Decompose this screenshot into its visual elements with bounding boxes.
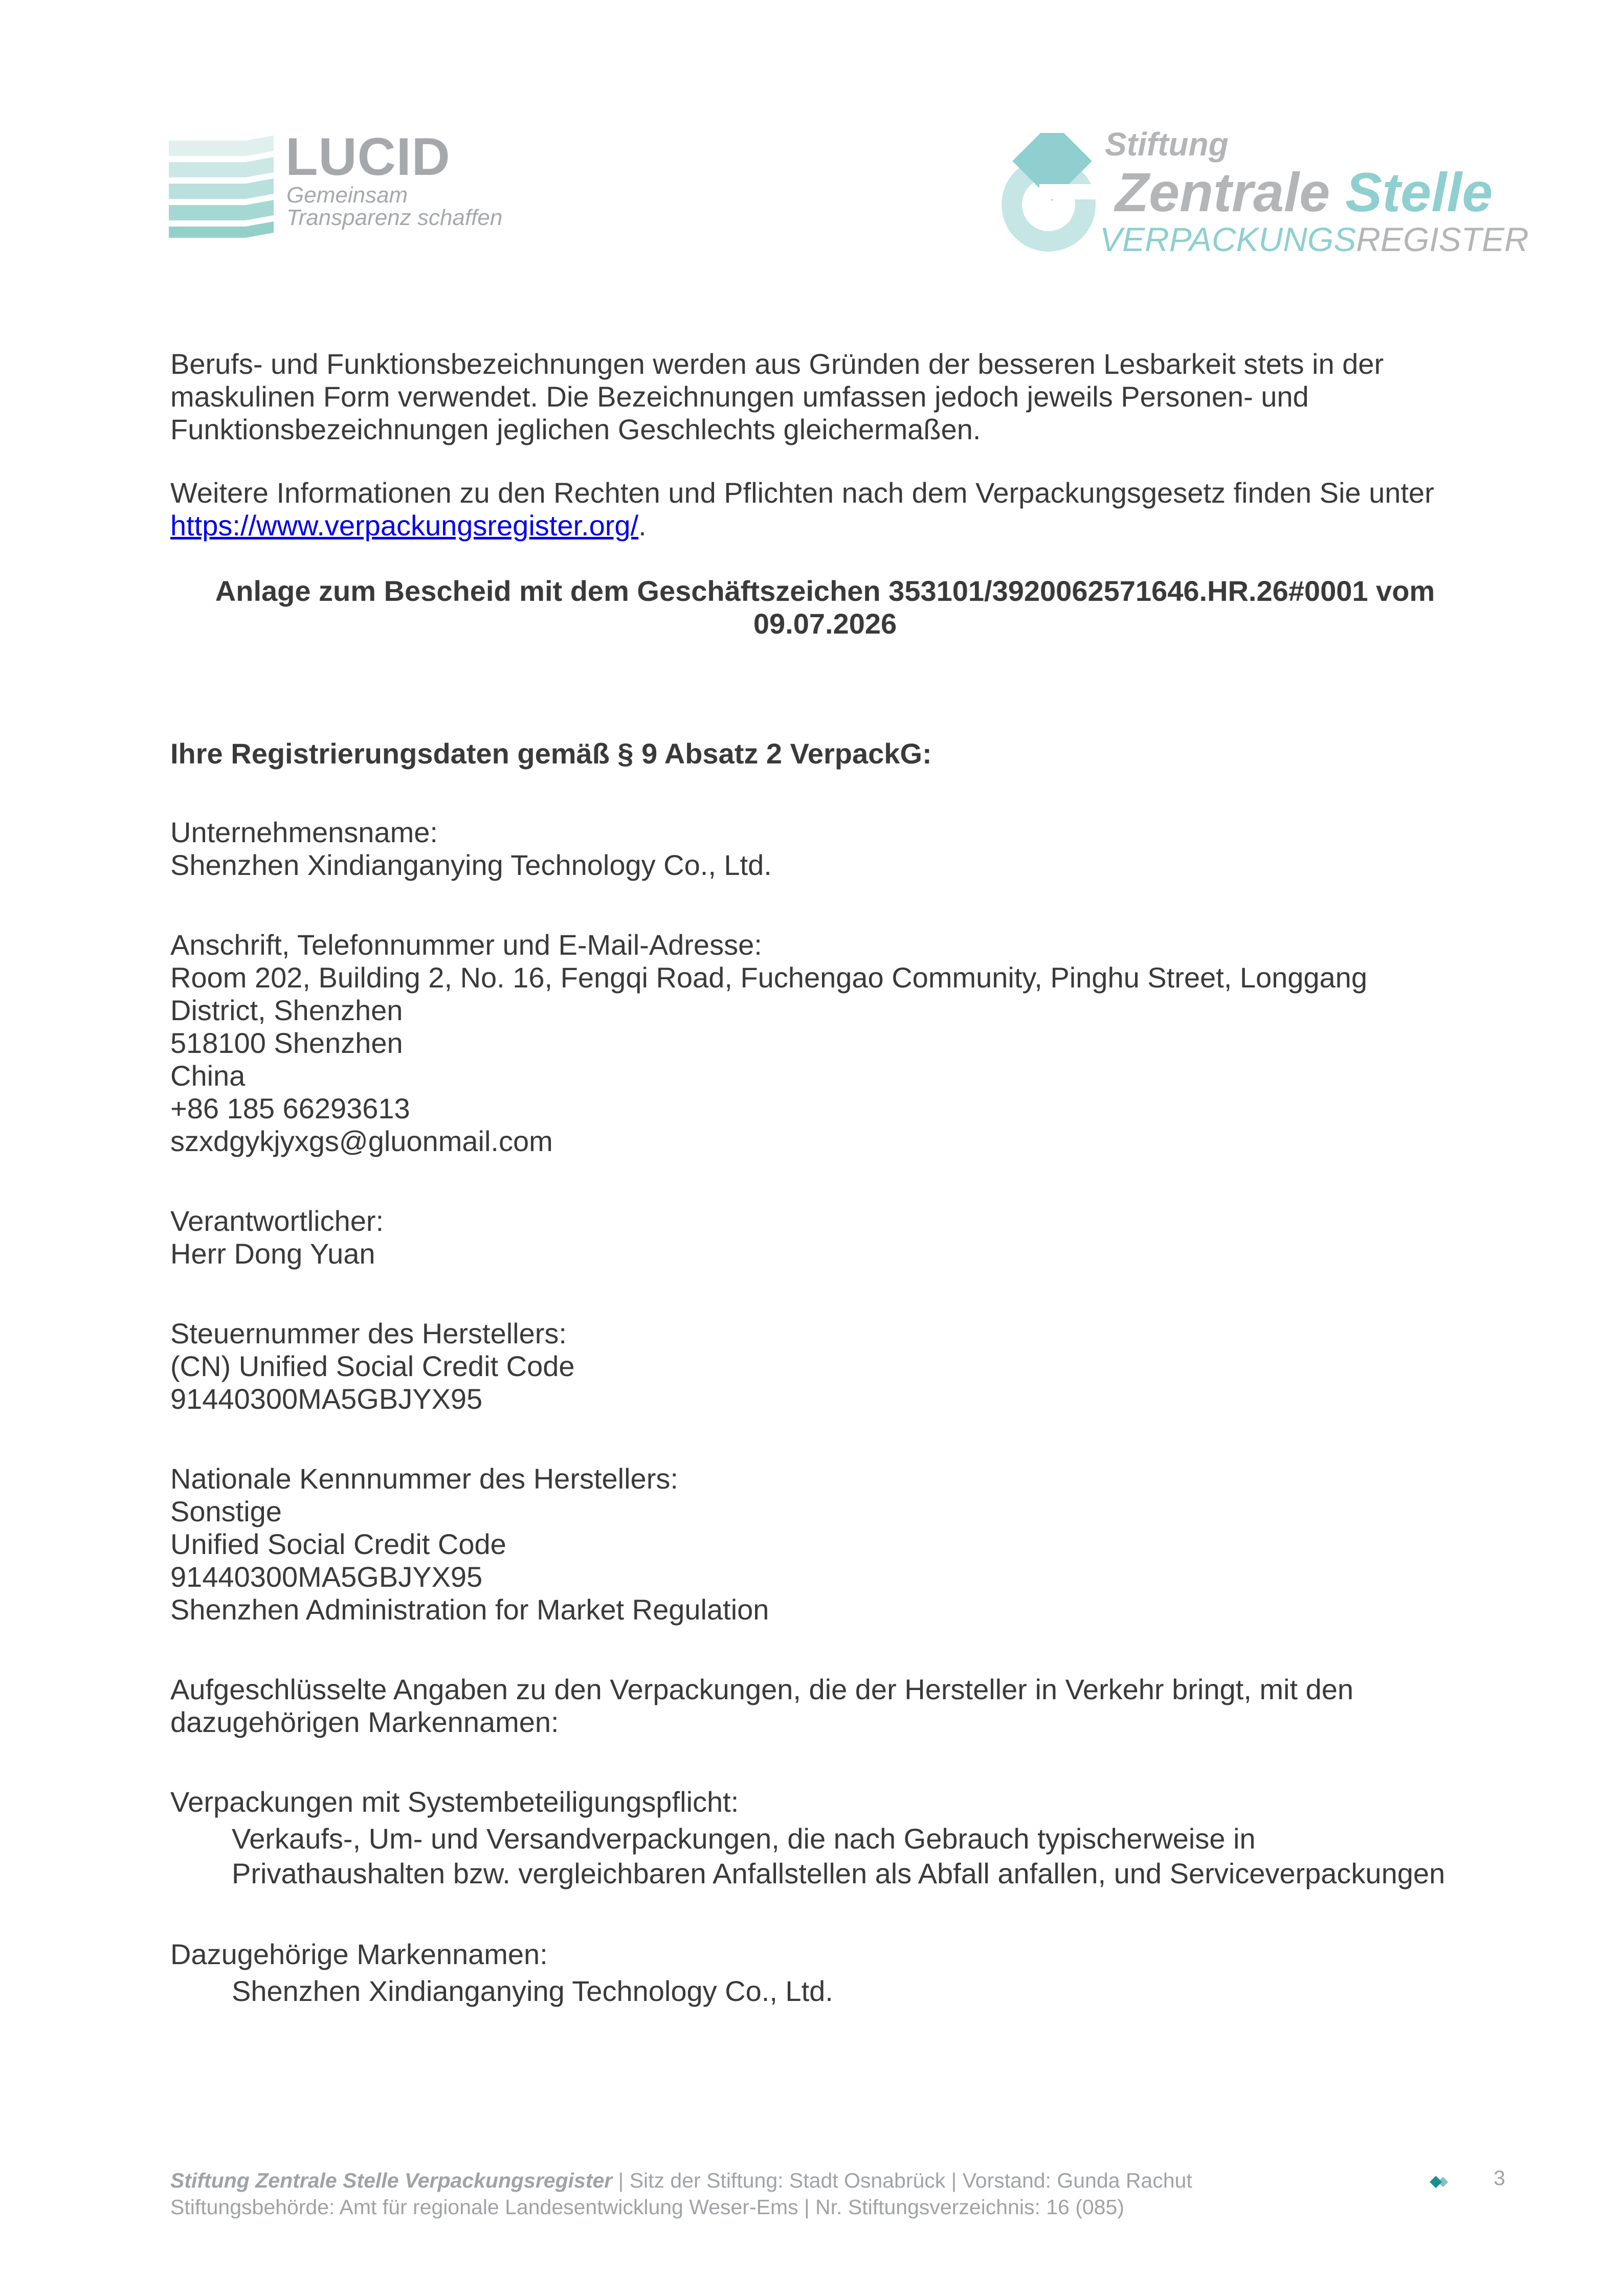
lucid-stack-icon: [169, 136, 274, 238]
anlage-heading: [170, 575, 1470, 640]
national-type: Unified Social Credit Code: [170, 1528, 506, 1560]
tax-label: Steuernummer des Herstellers:: [170, 1317, 567, 1349]
page-number: 3: [1494, 2166, 1505, 2190]
address-phone: +86 185 66293613: [170, 1092, 410, 1124]
info-prefix: Weitere Informationen zu den Rechten und Pflichten nach dem Verpackungsgesetz finden Sie unter: [170, 477, 1434, 509]
zsvr-title-part-2: Stelle: [1345, 161, 1493, 223]
address-field: [170, 929, 1470, 1158]
national-kind: Sonstige: [170, 1495, 282, 1527]
page-footer: [170, 2167, 1408, 2220]
national-value: 91440300MA5GBJYX95: [170, 1561, 483, 1593]
national-authority: Shenzhen Administration for Market Regulation: [170, 1593, 769, 1626]
zsvr-subtitle: [1100, 222, 1529, 256]
tax-number-field: [170, 1317, 1470, 1415]
lucid-name: LUCID: [285, 127, 451, 187]
address-label: Anschrift, Telefonnummer und E-Mail-Adresse:: [170, 929, 762, 961]
lucid-tagline-line-1: Gemeinsam: [286, 183, 408, 208]
address-city: 518100 Shenzhen: [170, 1027, 403, 1059]
packaging-label: Verpackungen mit Systembeteiligungspflicht:: [170, 1786, 739, 1818]
zsvr-logo: [997, 126, 1529, 261]
footer-org: Stiftung Zentrale Stelle Verpackungsregister: [170, 2169, 613, 2192]
national-label: Nationale Kennnummer des Herstellers:: [170, 1462, 678, 1495]
section-title: Ihre Registrierungsdaten gemäß § 9 Absatz 2 VerpackG:: [170, 737, 932, 770]
footer-line-1: [170, 2167, 1408, 2194]
national-id-field: [170, 1462, 1470, 1626]
company-label: Unternehmensname:: [170, 816, 438, 848]
responsible-label: Verantwortlicher:: [170, 1205, 384, 1237]
info-suffix: .: [638, 509, 647, 542]
zsvr-emblem-icon: [997, 133, 1100, 256]
anlage-line-2: 09.07.2026: [753, 607, 897, 640]
address-street: Room 202, Building 2, No. 16, Fengqi Road, Fuchengao Community, Pinghu Street, Longgang District, Shenzhen: [170, 961, 1367, 1026]
anlage-line-1: Anlage zum Bescheid mit dem Geschäftszeichen 353101/3920062571646.HR.26#0001 vom: [215, 575, 1435, 607]
packaging-intro: Aufgeschlüsselte Angaben zu den Verpackungen, die der Hersteller in Verkehr bringt, mit den dazugehörigen Markennamen:: [170, 1673, 1353, 1738]
zsvr-title: [1115, 161, 1493, 223]
packaging-value: Verkaufs-, Um- und Versandverpackungen, die nach Gebrauch typischerweise in Privathaushalten bzw. vergleichbaren Anfallstellen als Abfall anfallen, und Serviceverpackungen: [232, 1822, 1446, 1889]
footer-line-2: Stiftungsbehörde: Amt für regionale Landesentwicklung Weser-Ems | Nr. Stiftungsverzeichnis: 16 (085): [170, 2195, 1124, 2219]
letter-body: [170, 348, 1470, 2009]
lucid-logo: [169, 127, 537, 238]
zsvr-title-part-1: Zentrale: [1115, 161, 1330, 223]
zsvr-stiftung: Stiftung: [1105, 126, 1229, 163]
info-paragraph: [170, 477, 1470, 542]
tax-value: 91440300MA5GBJYX95: [170, 1383, 483, 1415]
responsible-value: Herr Dong Yuan: [170, 1237, 375, 1270]
zsvr-sub-part-2: REGISTER: [1356, 220, 1529, 258]
diamond-arrow-icon: [1430, 2173, 1450, 2191]
brands-field: [170, 1938, 1470, 2009]
brands-label: Dazugehörige Markennamen:: [170, 1938, 548, 1970]
address-email: szxdgykjyxgs@gluonmail.com: [170, 1125, 553, 1157]
lucid-tagline-line-2: Transparenz schaffen: [286, 205, 503, 230]
tax-type: (CN) Unified Social Credit Code: [170, 1350, 575, 1382]
footer-line-1-rest: | Sitz der Stiftung: Stadt Osnabrück | Vorstand: Gunda Rachut: [612, 2169, 1192, 2192]
responsible-field: [170, 1205, 1470, 1270]
company-field: [170, 816, 1470, 882]
packaging-field: [170, 1786, 1470, 1891]
lucid-tagline: [286, 184, 502, 229]
gender-notice: Berufs- und Funktionsbezeichnungen werden aus Gründen der besseren Lesbarkeit stets in der maskulinen Form verwendet. Die Bezeichnungen umfassen jedoch jeweils Personen- und Funktionsbezeichnungen jeglichen Geschlechts gleichermaßen.: [170, 348, 1384, 445]
verpackungsregister-link[interactable]: https://www.verpackungsregister.org/: [170, 509, 639, 542]
brands-value: Shenzhen Xindianganying Technology Co., Ltd.: [232, 1975, 833, 2007]
zsvr-sub-part-1: VERPACKUNGS: [1100, 220, 1357, 258]
address-country: China: [170, 1060, 246, 1092]
company-value: Shenzhen Xindianganying Technology Co., Ltd.: [170, 849, 772, 881]
